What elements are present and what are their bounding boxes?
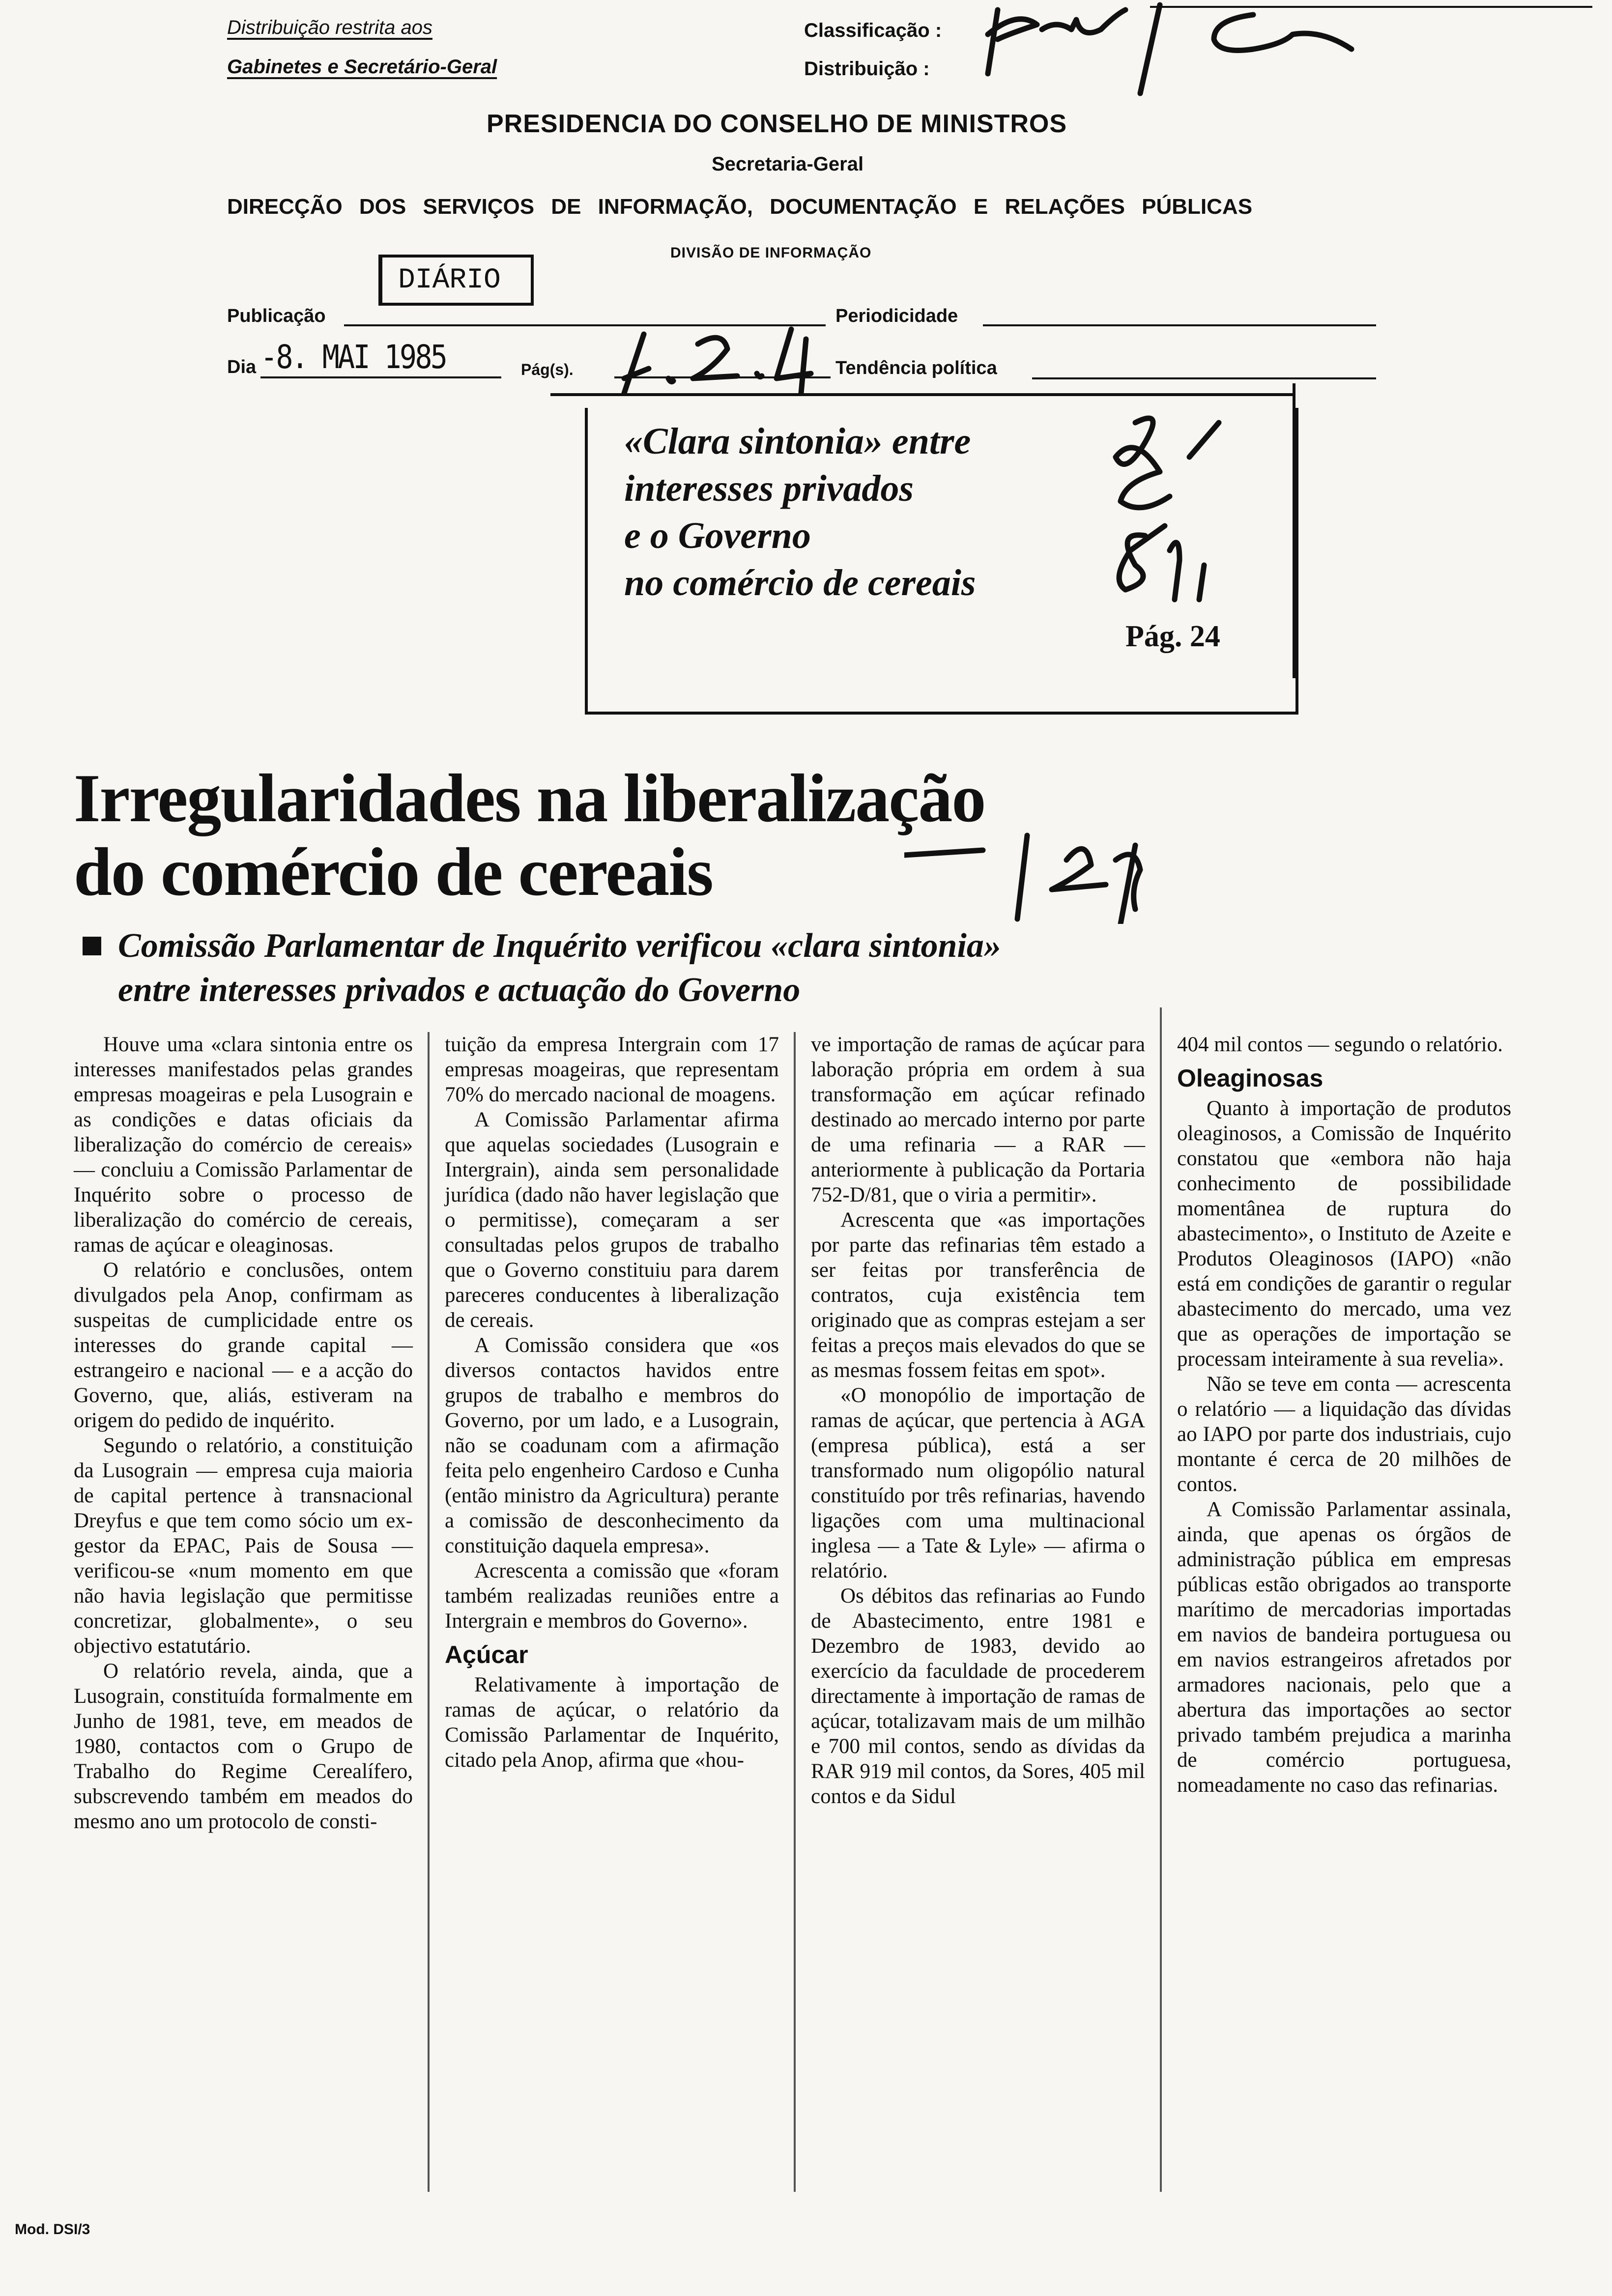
paragraph: Quanto à importação de produtos oleaginosos, a Comissão de Inquérito constatou que «embora não haja conhecimento de possibilidade momentânea de ruptura do abastecimento», o Instituto de Azeite e Produtos Oleaginosos (IAPO) «não está em condições de garantir o regular abastecimento do mercado, uma vez que as operações de importação se processam inteiramente à sua revelia». [1177, 1097, 1511, 1371]
headline-line-2: do comércio de cereais [74, 834, 713, 910]
presidency-title: PRESIDENCIA DO CONSELHO DE MINISTROS [487, 110, 1067, 138]
paragraph: O relatório e conclusões, ontem divulgados pela Anop, confirmam as suspeitas de cumplicidade entre os interesses do grande capital — estrangeiro e nacional — e a acção do Governo, que, aliás, estiveram na origem do pedido de inquérito. [74, 1259, 413, 1432]
tendencia-line [1032, 377, 1376, 379]
dia-line [260, 376, 501, 378]
subhead-line-1: Comissão Parlamentar de Inquérito verificou «clara sintonia» [118, 927, 1001, 965]
callout-right-rule [1293, 383, 1295, 678]
periodicidade-label: Periodicidade [835, 306, 958, 326]
tendencia-label: Tendência política [835, 358, 997, 378]
callout-line-1: «Clara sintonia» entre [624, 421, 971, 462]
callout-text [624, 418, 976, 606]
column-divider [794, 1032, 796, 2192]
paragraph: ve importação de ramas de açúcar para laboração própria em ordem à sua transformação em açúcar refinado destinado ao mercado interno por parte de uma refinaria — a RAR — anteriormente à publicação da Portaria 752-D/81, que o viria a permitir». [811, 1033, 1145, 1206]
callout-top-rule [550, 393, 1293, 396]
pags-line [614, 376, 831, 378]
diario-stamp-text: DIÁRIO [398, 264, 501, 296]
distribution-restricted: Distribuição restrita aos [227, 17, 432, 38]
column-4 [1177, 1032, 1511, 1798]
paragraph: Houve uma «clara sintonia entre os interesses manifestados pelas grandes empresas moageiras e pela Lusograin e as condições e datas oficiais da liberalização do comércio de cereais» — concluiu a Comissão Parlamentar de Inquérito sobre o processo de liberalização do comércio de cereais, ramas de açúcar e oleaginosas. [74, 1033, 413, 1257]
headline-line-1: Irregularidades na liberalização [74, 760, 985, 836]
column-divider [428, 1032, 430, 2192]
section-heading-acucar: Açúcar [445, 1641, 528, 1668]
paragraph: tuição da empresa Intergrain com 17 empresas moageiras, que representam 70% do mercado nacional de moagens. [445, 1033, 779, 1106]
paragraph: A Comissão considera que «os diversos contactos havidos entre grupos de trabalho e membros do Governo, por um lado, e a Lusograin, não se coadunam com a afirmação feita pelo engenheiro Cardoso e Cunha (então ministro da Agricultura) perante a comissão de desconhecimento da constituição daquela empresa». [445, 1334, 779, 1557]
handwritten-annotation-icon [978, 0, 1479, 98]
paragraph: Acrescenta a comissão que «foram também realizadas reuniões entre a Intergrain e membros do Governo». [445, 1559, 779, 1633]
dia-value: -8. MAI 1985 [260, 338, 446, 376]
paragraph: Os débitos das refinarias ao Fundo de Abastecimento, entre 1981 e Dezembro de 1983, devido ao exercício da faculdade de procederem directamente à importação de ramas de açúcar, totalizavam mais de um milhão e 700 mil contos, sendo as dívidas da RAR 919 mil contos, da Sores, 405 mil contos e da Sidul [811, 1584, 1145, 1808]
publicacao-label: Publicação [227, 306, 326, 326]
callout-page-ref: Pág. 24 [1125, 620, 1220, 653]
subhead [118, 924, 1001, 1012]
column-1 [74, 1032, 413, 1834]
form-model: Mod. DSI/3 [15, 2221, 90, 2238]
column-3 [811, 1032, 1145, 1809]
paragraph: A Comissão Parlamentar afirma que aquelas sociedades (Lusograin e Intergrain), ainda sem personalidade jurídica (dado não haver legislação que o permitisse), começaram a ser consultadas pelos grupos de trabalho que o Governo constituiu para darem pareceres conducentes à liberalização de cereais. [445, 1108, 779, 1332]
paragraph: 404 mil contos — segundo o relatório. [1177, 1033, 1503, 1056]
column-2 [445, 1032, 779, 1773]
handwritten-date-icon [1106, 403, 1268, 639]
paragraph: Não se teve em conta — acrescenta o relatório — a liquidação das dívidas ao IAPO por parte dos industriais, cujo montante é cerca de 20 milhões de contos. [1177, 1373, 1511, 1496]
classificacao-label: Classificação : [804, 20, 942, 41]
subhead-line-2: entre interesses privados e actuação do Governo [118, 971, 801, 1009]
pags-label: Pág(s). [521, 361, 574, 378]
callout-line-2: interesses privados [624, 468, 914, 509]
periodicidade-line [983, 324, 1376, 326]
paragraph: A Comissão Parlamentar assinala, ainda, que apenas os órgãos de administração pública em empresas públicas estão obrigados ao transporte marítimo de mercadorias importadas em navios de bandeira portuguesa ou em navios estrangeiros afretados por armadores nacionais, pelo que a abertura das importações ao sector privado também prejudica a marinha de comércio portuguesa, nomeadamente no caso das refinarias. [1177, 1498, 1511, 1797]
headline [74, 762, 985, 909]
handwritten-pages-icon [614, 319, 831, 403]
paragraph: Relativamente à importação de ramas de açúcar, o relatório da Comissão Parlamentar de Inquérito, citado pela Anop, afirma que «hou- [445, 1673, 779, 1772]
column-divider [1160, 1007, 1162, 2192]
subhead-bullet-icon [83, 937, 101, 955]
cabinets-line: Gabinetes e Secretário-Geral [227, 56, 497, 78]
diario-stamp [378, 255, 534, 306]
distribuicao-label: Distribuição : [804, 58, 930, 80]
dia-label: Dia [227, 357, 257, 377]
secretaria-geral: Secretaria-Geral [712, 153, 864, 175]
paragraph: Acrescenta que «as importações por parte das refinarias têm estado a ser feitas por transferência de contratos, cuja existência tem originado que as compras estejam a ser feitas a preços mais elevados do que se as mesmas fossem feitas em spot». [811, 1208, 1145, 1382]
direccao-line: DIRECÇÃO DOS SERVIÇOS DE INFORMAÇÃO, DOCUMENTAÇÃO E RELAÇÕES PÚBLICAS [227, 195, 1253, 219]
paragraph: O relatório revela, ainda, que a Lusograin, constituída formalmente em Junho de 1981, teve, em meados de 1980, contactos com o Grupo de Trabalho do Regime Cerealífero, subscrevendo também em meados do mesmo ano um protocolo de consti- [74, 1660, 413, 1833]
callout-line-3: e o Governo [624, 515, 811, 556]
section-heading-oleaginosas: Oleaginosas [1177, 1064, 1324, 1092]
paragraph: Segundo o relatório, a constituição da Lusograin — empresa cuja maioria de capital pertence à transnacional Dreyfus e que tem como sócio um ex-gestor da EPAC, Pais de Sousa — verificou-se «num momento em que não havia legislação que permitisse concretizar, globalmente», o seu objectivo estatutário. [74, 1434, 413, 1658]
paragraph: «O monopólio de importação de ramas de açúcar, que pertencia à AGA (empresa pública), está a ser transformado num oligopólio natural constituído por três refinarias, havendo ligações com uma multinacional inglesa — a Tate & Lyle» — afirma o relatório. [811, 1384, 1145, 1582]
handwritten-page-number-icon [904, 826, 1180, 924]
callout-line-4: no comércio de cereais [624, 562, 976, 603]
divisao-informacao: DIVISÃO DE INFORMAÇÃO [670, 245, 872, 261]
